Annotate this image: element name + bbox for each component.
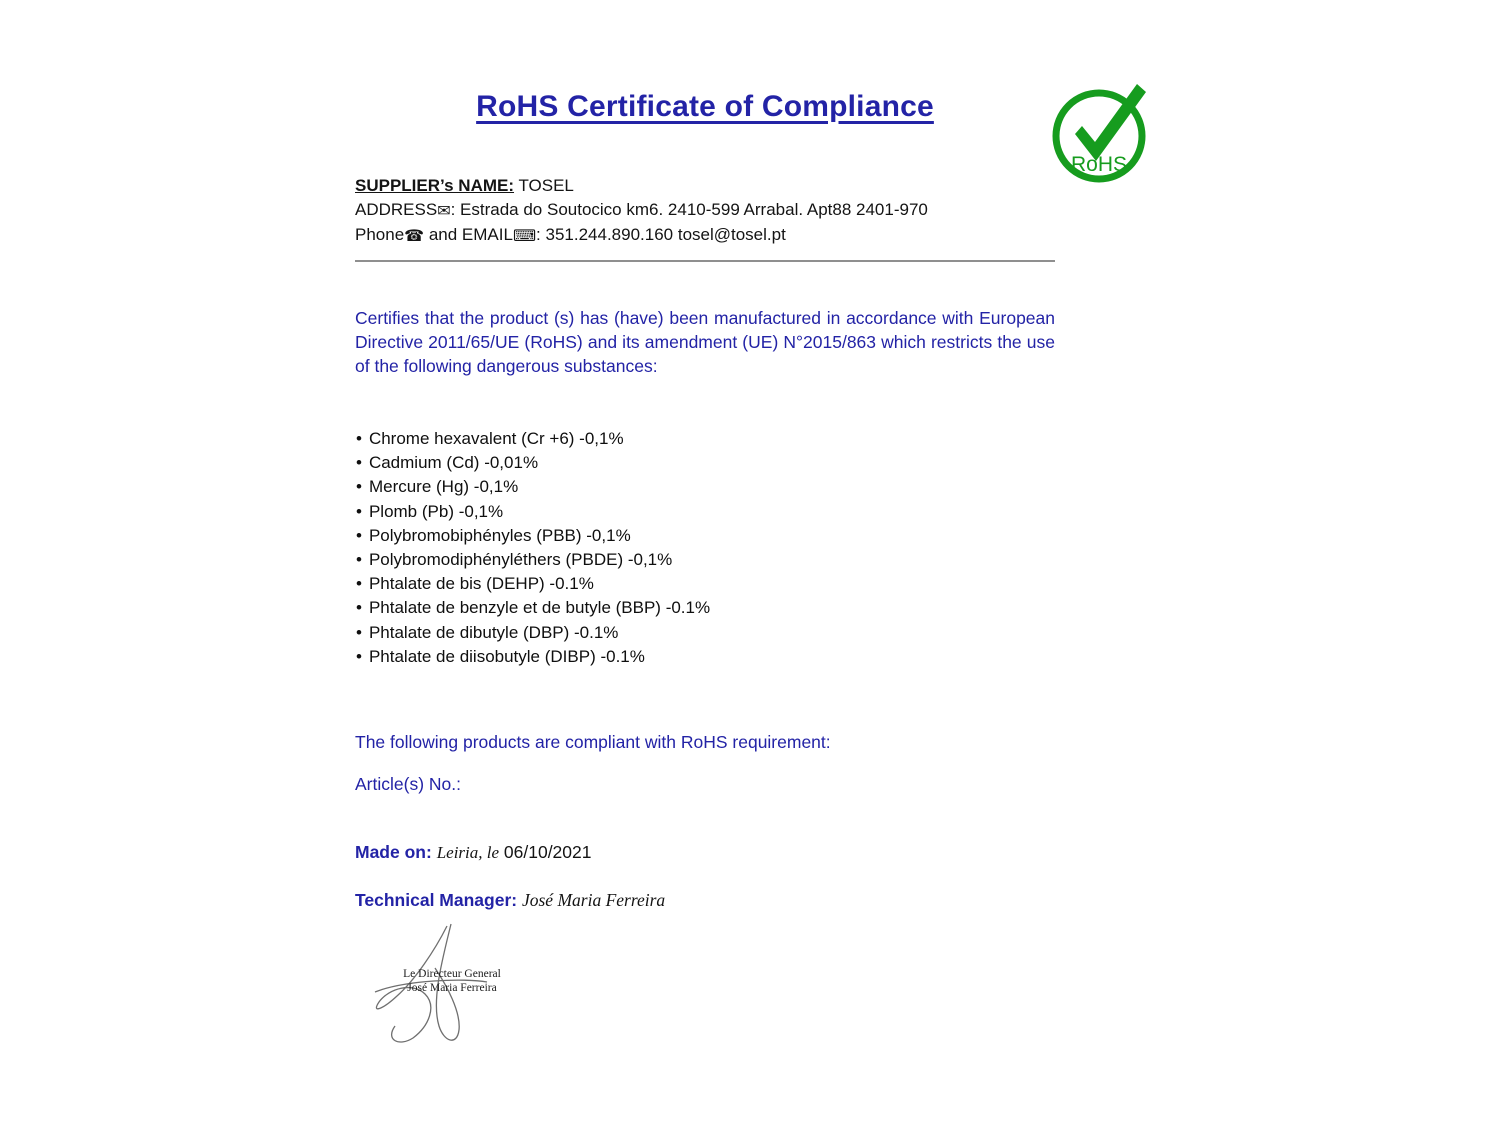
divider-rule xyxy=(355,260,1055,262)
made-on-place: Leiria, le xyxy=(436,843,500,862)
rohs-logo xyxy=(1051,80,1153,186)
made-on-date: 06/10/2021 xyxy=(503,842,592,862)
technical-manager-name: José Maria Ferreira xyxy=(521,890,666,910)
envelope-icon: ✉ xyxy=(437,203,451,220)
phone-label: Phone xyxy=(355,225,405,244)
supplier-name-line xyxy=(355,174,1055,198)
address-value: : Estrada do Soutocico km6. 2410-599 Arrabal. Apt88 2401-970 xyxy=(450,200,928,219)
computer-icon: ⌨ xyxy=(512,228,537,245)
address-label: ADDRESS xyxy=(355,200,438,219)
supplier-block xyxy=(355,174,1055,248)
substance-item: • Phtalate de diisobutyle (DIBP) -0.1% xyxy=(356,645,710,669)
page-title: RoHS Certificate of Compliance xyxy=(476,90,934,123)
signature-caption xyxy=(387,968,517,995)
substance-item: • Polybromodiphényléthers (PBDE) -0,1% xyxy=(356,548,710,572)
technical-manager-label: Technical Manager: xyxy=(355,890,518,910)
signature-caption-line1: Le Directeur General xyxy=(403,968,501,980)
substance-item: • Plomb (Pb) -0,1% xyxy=(356,500,710,524)
made-on-label: Made on: xyxy=(355,842,432,862)
phone-icon: ☎ xyxy=(404,228,425,245)
signature-block xyxy=(355,922,575,1057)
contact-value: : 351.244.890.160 tosel@tosel.pt xyxy=(536,225,786,244)
substances-list xyxy=(356,427,710,669)
rohs-checkmark-icon xyxy=(1051,80,1153,186)
certification-statement: Certifies that the product (s) has (have) been manufactured in accordance with European Directive 2011/65/UE (RoHS) and its amendment (UE) N°2015/863 which restricts the use of the following dangerous substances: xyxy=(355,308,1055,376)
supplier-name-label: SUPPLIER’s NAME: xyxy=(355,176,515,195)
technical-manager-line xyxy=(355,890,1055,911)
substance-item: • Phtalate de bis (DEHP) -0.1% xyxy=(356,572,710,596)
substance-item: • Phtalate de dibutyle (DBP) -0.1% xyxy=(356,621,710,645)
substance-item: • Phtalate de benzyle et de butyle (BBP) -0.1% xyxy=(356,596,710,620)
substance-item: • Mercure (Hg) -0,1% xyxy=(356,475,710,499)
article-number-label: Article(s) No.: xyxy=(355,774,461,794)
compliance-statement: The following products are compliant with RoHS requirement: xyxy=(355,732,831,752)
substance-item: • Cadmium (Cd) -0,01% xyxy=(356,451,710,475)
made-on-line xyxy=(355,842,1055,863)
substance-item: • Polybromobiphényles (PBB) -0,1% xyxy=(356,524,710,548)
substance-item: • Chrome hexavalent (Cr +6) -0,1% xyxy=(356,427,710,451)
document-body xyxy=(355,0,1055,1125)
supplier-name-value: TOSEL xyxy=(518,176,574,195)
supplier-address-line xyxy=(355,198,1055,223)
supplier-contact-line xyxy=(355,223,1055,248)
rohs-logo-label: RoHS xyxy=(1070,153,1128,176)
email-label: and EMAIL xyxy=(428,225,513,244)
signature-caption-line2: José Maria Ferreira xyxy=(407,981,497,994)
